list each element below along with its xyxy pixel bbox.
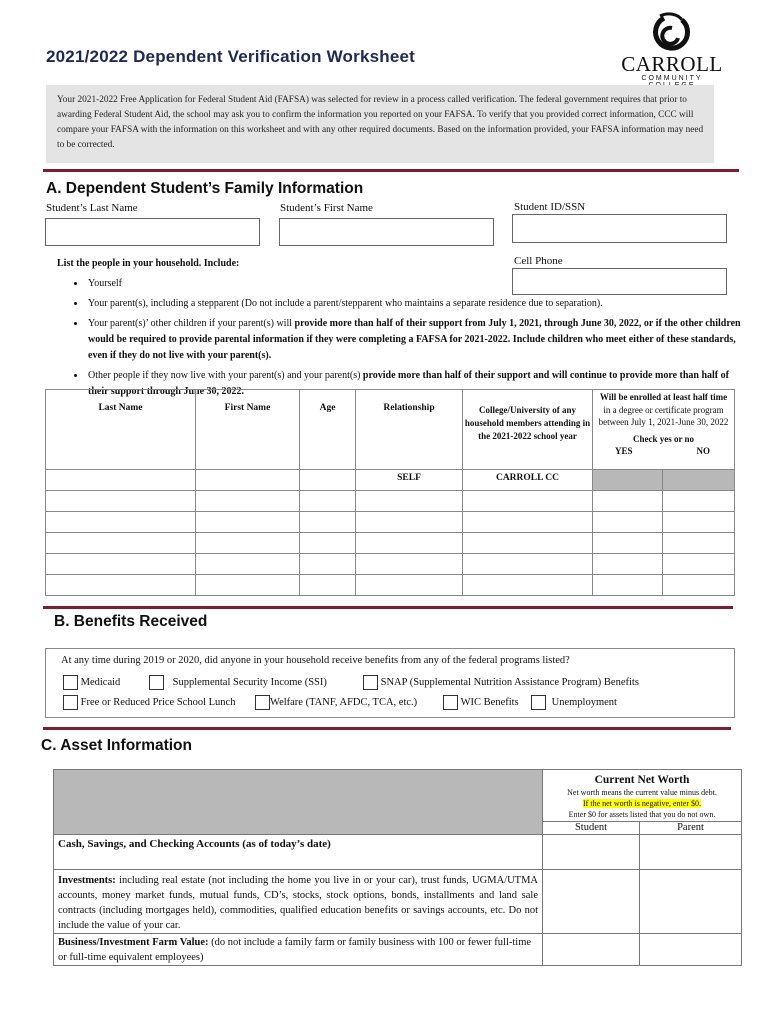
col-half-time [593,390,735,470]
unemployment-checkbox[interactable] [531,695,546,710]
section-divider [43,169,739,172]
option-wic[interactable]: WIC Benefits [443,695,519,710]
asset-row-cash [54,835,742,870]
asset-header-row [54,770,742,822]
option-welfare[interactable]: Welfare (TANF, AFDC, TCA, etc.) [255,695,417,710]
farm-student-input[interactable] [543,934,640,966]
investments-student-input[interactable] [543,870,640,934]
household-prompt: List the people in your household. Include: [57,258,240,269]
yes-label: YES [615,446,633,456]
check-label: Check yes or no [632,433,695,444]
list-item: • Your parent(s), including a stepparent (Do not include a parent/stepparent who maintains a separate residence due to separation). [86,296,748,312]
household-include-list [58,276,748,404]
net-worth-header [543,770,742,822]
half-time-bold: Will be enrolled at least half time [599,392,728,402]
benefits-question: At any time during 2019 or 2020, did anyone in your household receive benefits from any of the federal programs listed? [61,655,570,666]
option-snap[interactable]: SNAP (Supplemental Nutrition Assistance Program) Benefits [363,675,639,690]
page-title: 2021/2022 Dependent Verification Worksheet [46,47,416,66]
ssi-checkbox[interactable] [149,675,164,690]
list-item: • Other people if they now live with your parent(s) and your parent(s) provide more than half of their support and will continue to provide more than half of their support through June 30, 2022. [86,368,748,400]
farm-parent-input[interactable] [640,934,742,966]
investments-label: Investments: including real estate (not including the home you live in or your car), trust funds, UGMA/UTMA accounts, money market funds, mutual funds, CD’s, stocks, stock options, bonds, installments and land sale contracts (including mortgages held), commodities, qualified education benefits or savings accounts, etc. Do not include the value of your car. [54,870,543,934]
half-time-desc: in a degree or certificate program between July 1, 2021-June 30, 2022 [598,404,729,427]
col-relationship: Relationship [356,390,463,470]
cell-phone-label: Cell Phone [514,255,563,267]
household-table [45,389,735,596]
col-college: College/University of any household members attending in the 2021-2022 school year [463,390,593,470]
net-worth-negative-note: If the net worth is negative, enter $0. [583,799,701,808]
cell-age[interactable] [300,470,356,491]
section-a-title: A. Dependent Student’s Family Information [46,180,364,197]
section-b-title: B. Benefits Received [54,613,208,630]
table-row [46,491,735,512]
net-worth-definition: Net worth means the current value minus debt. [567,788,717,797]
first-name-input[interactable] [279,218,494,246]
logo-name: CARROLL [621,52,723,76]
no-label: NO [696,446,710,456]
medicaid-checkbox[interactable] [63,675,78,690]
asset-header-blank [54,770,543,835]
list-item: • Yourself [86,276,748,292]
table-row [46,533,735,554]
option-unemployment[interactable]: Unemployment [531,695,617,710]
school-lunch-checkbox[interactable] [63,695,78,710]
table-row [46,470,735,491]
cash-parent-input[interactable] [640,835,742,870]
col-parent: Parent [640,822,742,835]
section-divider [43,606,733,609]
option-school-lunch[interactable]: Free or Reduced Price School Lunch [63,695,235,710]
carroll-logo [620,12,724,82]
col-age: Age [300,390,356,470]
farm-value-label: Business/Investment Farm Value: (do not include a family farm or family business with 100 or fewer full-time or full-time equivalent employees) [54,934,543,966]
asset-table [53,769,742,966]
list-item: • Your parent(s)’ other children if your parent(s) will provide more than half of their support from July 1, 2021, through June 30, 2022, or if the other children would be required to provide parental information if they were completing a FAFSA for 2021-2022. Include children who meet either of these standards, even if they do not live with your parent(s). [86,316,748,364]
last-name-input[interactable] [45,218,260,246]
cash-savings-label: Cash, Savings, and Checking Accounts (as of today’s date) [54,835,543,870]
table-row [46,575,735,596]
logo-subtitle: COMMUNITY [641,75,703,82]
student-id-label: Student ID/SSN [514,201,586,213]
col-first-name: First Name [196,390,300,470]
last-name-label: Student’s Last Name [46,202,138,214]
net-worth-title: Current Net Worth [594,774,690,786]
snap-checkbox[interactable] [363,675,378,690]
table-row [46,554,735,575]
investments-parent-input[interactable] [640,870,742,934]
cell-yes-disabled [593,470,663,491]
col-student: Student [543,822,640,835]
first-name-label: Student’s First Name [280,202,373,214]
welfare-checkbox[interactable] [255,695,270,710]
carroll-logo-mark-icon [620,12,724,52]
section-c-title: C. Asset Information [41,737,192,754]
cell-first-name[interactable] [196,470,300,491]
table-header-row [46,390,735,470]
benefits-box [45,648,735,718]
wic-checkbox[interactable] [443,695,458,710]
cell-self-relationship: SELF [356,470,463,491]
cell-no-disabled [663,470,735,491]
asset-row-farm [54,934,742,966]
col-last-name: Last Name [46,390,196,470]
net-worth-unowned-note: Enter $0 for assets listed that you do not own. [568,810,716,819]
option-medicaid[interactable]: Medicaid [63,675,120,690]
table-row [46,512,735,533]
student-id-input[interactable] [512,214,727,243]
option-ssi[interactable]: Supplemental Security Income (SSI) [149,675,327,690]
cash-student-input[interactable] [543,835,640,870]
cell-self-college: CARROLL CC [463,470,593,491]
section-divider [43,727,731,730]
cell-last-name[interactable] [46,470,196,491]
asset-row-investments [54,870,742,934]
intro-paragraph: Your 2021-2022 Free Application for Federal Student Aid (FAFSA) was selected for review in a process called verification. The federal government requires that prior to awarding Federal Student Aid, the school may ask you to confirm the information you reported on your FAFSA. To verify that you provided correct information, CCC will compare your FAFSA with the information on this worksheet and with any other required documents. Based on the information provided, your FAFSA information may need to be corrected. [46,85,714,163]
